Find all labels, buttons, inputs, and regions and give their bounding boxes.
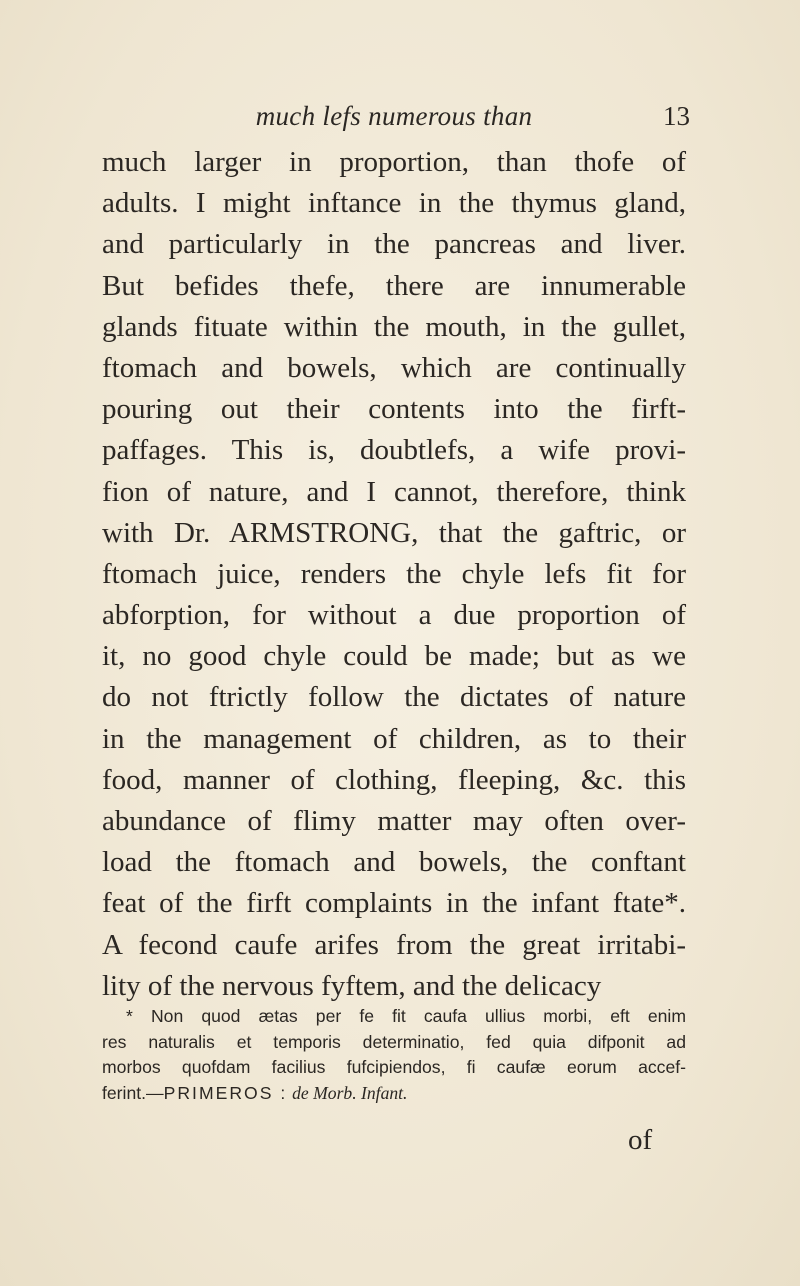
footnote [102, 1004, 686, 1106]
footnote-line: morbos quofdam facilius fufcipiendos, fi caufæ eorum accef- [102, 1057, 686, 1077]
text-line: adults. I might inftance in the thymus gland, [102, 187, 686, 220]
footnote-work: de Morb. Infant. [292, 1082, 408, 1103]
text-line: in the management of children, as to their [102, 722, 686, 755]
footnote-author: PRIMEROS : [163, 1082, 288, 1103]
footnote-citation-line [102, 1081, 686, 1107]
text-line: lity of the nervous fyftem, and the delicacy [102, 969, 602, 1002]
catchword: of [628, 1124, 653, 1156]
text-line: But befides thefe, there are innumerable [102, 269, 686, 302]
footnote-line: res naturalis et temporis determinatio, fed quia difponit ad [102, 1031, 686, 1052]
text-line: with Dr. ARMSTRONG, that the gaftric, or [102, 516, 686, 549]
text-line: ftomach juice, renders the chyle lefs fit for [102, 557, 686, 590]
running-title: much lefs numerous than [255, 101, 533, 131]
text-line: ftomach and bowels, which are continually [102, 351, 686, 384]
text-line: A fecond caufe arifes from the great irritabi- [102, 928, 686, 961]
text-line: do not ftrictly follow the dictates of nature [102, 681, 686, 714]
body-text [102, 142, 686, 1007]
text-line: pouring out their contents into the firft- [102, 393, 686, 426]
text-line: food, manner of clothing, fleeping, &c. this [102, 763, 686, 796]
text-line: glands fituate within the mouth, in the gullet, [102, 310, 686, 343]
text-line: it, no good chyle could be made; but as we [102, 640, 686, 673]
text-line: abforption, for without a due proportion of [102, 599, 686, 632]
text-line: abundance of flimy matter may often over- [102, 805, 686, 837]
text-line: load the ftomach and bowels, the conftant [102, 846, 686, 879]
text-line: fion of nature, and I cannot, therefore, think [102, 475, 686, 508]
footnote-line: * Non quod ætas per fe fit caufa ullius morbi, eft enim [126, 1006, 686, 1026]
text-line: feat of the firft complaints in the infant ftate*. [102, 887, 686, 920]
running-head [104, 96, 690, 136]
text-line: and particularly in the pancreas and liver. [102, 228, 686, 261]
text-line: much larger in proportion, than thofe of [102, 146, 686, 178]
text-line: paffages. This is, doubtlefs, a wife provi- [102, 434, 686, 467]
footnote-line: ferint.— [102, 1082, 164, 1103]
page-number: 13 [663, 101, 690, 131]
